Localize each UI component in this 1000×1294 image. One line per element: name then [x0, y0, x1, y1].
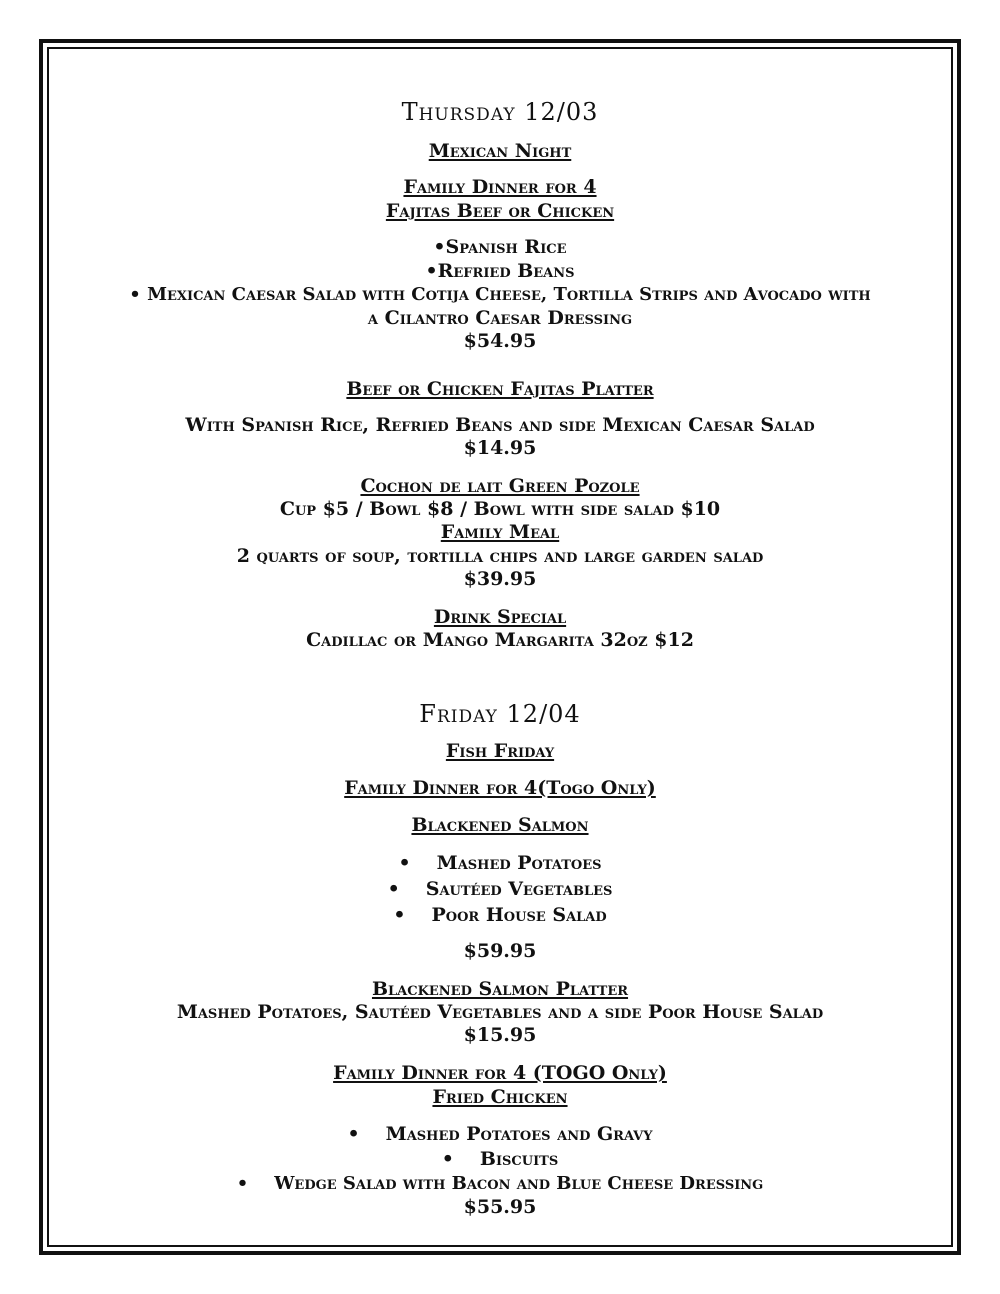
thursday-drink-desc: Cadillac or Mango Margarita 32oz $12	[306, 629, 694, 651]
friday-chicken-side-3-label: Wedge Salad with Bacon and Blue Cheese Dressing	[274, 1173, 764, 1194]
thursday-meal-price: $39.95	[463, 568, 537, 590]
bullet-icon: •	[236, 1173, 249, 1194]
thursday-platter-price: $14.95	[463, 437, 537, 459]
thursday-platter-title: Beef or Chicken Fajitas Platter	[346, 378, 654, 400]
friday-side-2	[0, 880, 1000, 899]
friday-family-price: $59.95	[463, 940, 537, 962]
friday-chicken-side-1	[0, 1125, 1000, 1144]
friday-heading: Friday 12/04	[419, 700, 581, 728]
thursday-platter-desc: With Spanish Rice, Refried Beans and side Mexican Caesar Salad	[185, 414, 815, 436]
bullet-icon: •	[393, 904, 406, 926]
thursday-soup-prices: Cup $5 / Bowl $8 / Bowl with side salad $10	[279, 498, 721, 520]
bullet-icon: •	[441, 1148, 454, 1170]
thursday-drink-title: Drink Special	[433, 606, 567, 628]
friday-chicken-side-2	[0, 1150, 1000, 1169]
thursday-meal-title: Family Meal	[440, 521, 560, 543]
bullet-icon: •	[347, 1123, 360, 1145]
friday-family-main: Blackened Salmon	[411, 814, 589, 836]
thursday-family-main: Fajitas Beef or Chicken	[385, 200, 615, 222]
friday-family-title: Family Dinner for 4(Togo Only)	[344, 777, 656, 799]
thursday-soup-title: Cochon de lait Green Pozole	[360, 475, 640, 497]
friday-chicken-side-1-label: Mashed Potatoes and Gravy	[385, 1123, 653, 1145]
friday-side-3	[0, 906, 1000, 925]
friday-chicken-side-3	[0, 1175, 1000, 1193]
friday-side-1-label: Mashed Potatoes	[436, 852, 602, 874]
thursday-heading: Thursday 12/03	[401, 98, 599, 126]
friday-side-1	[0, 854, 1000, 873]
thursday-side-3-cont: a Cilantro Caesar Dressing	[367, 307, 633, 329]
thursday-theme: Mexican Night	[428, 140, 572, 162]
friday-chicken-price: $55.95	[463, 1196, 537, 1218]
thursday-side-1: •Spanish Rice	[433, 236, 567, 258]
friday-theme: Fish Friday	[445, 740, 555, 762]
friday-chicken-title: Family Dinner for 4 (TOGO Only)	[333, 1062, 667, 1084]
friday-chicken-main: Fried Chicken	[432, 1086, 568, 1108]
thursday-family-price: $54.95	[463, 330, 537, 352]
bullet-icon: •	[387, 878, 400, 900]
friday-platter-price: $15.95	[463, 1024, 537, 1046]
friday-platter-title: Blackened Salmon Platter	[371, 978, 629, 1000]
thursday-side-3: • Mexican Caesar Salad with Cotija Cheese, Tortilla Strips and Avocado with	[129, 284, 871, 305]
thursday-side-2: •Refried Beans	[425, 260, 575, 282]
friday-side-2-label: Sautéed Vegetables	[425, 878, 613, 900]
thursday-family-title: Family Dinner for 4	[403, 176, 597, 198]
bullet-icon: •	[398, 852, 411, 874]
friday-chicken-side-2-label: Biscuits	[479, 1148, 559, 1170]
friday-side-3-label: Poor House Salad	[431, 904, 607, 926]
friday-platter-desc: Mashed Potatoes, Sautéed Vegetables and a side Poor House Salad	[176, 1001, 824, 1023]
thursday-meal-desc: 2 quarts of soup, tortilla chips and large garden salad	[236, 545, 764, 567]
